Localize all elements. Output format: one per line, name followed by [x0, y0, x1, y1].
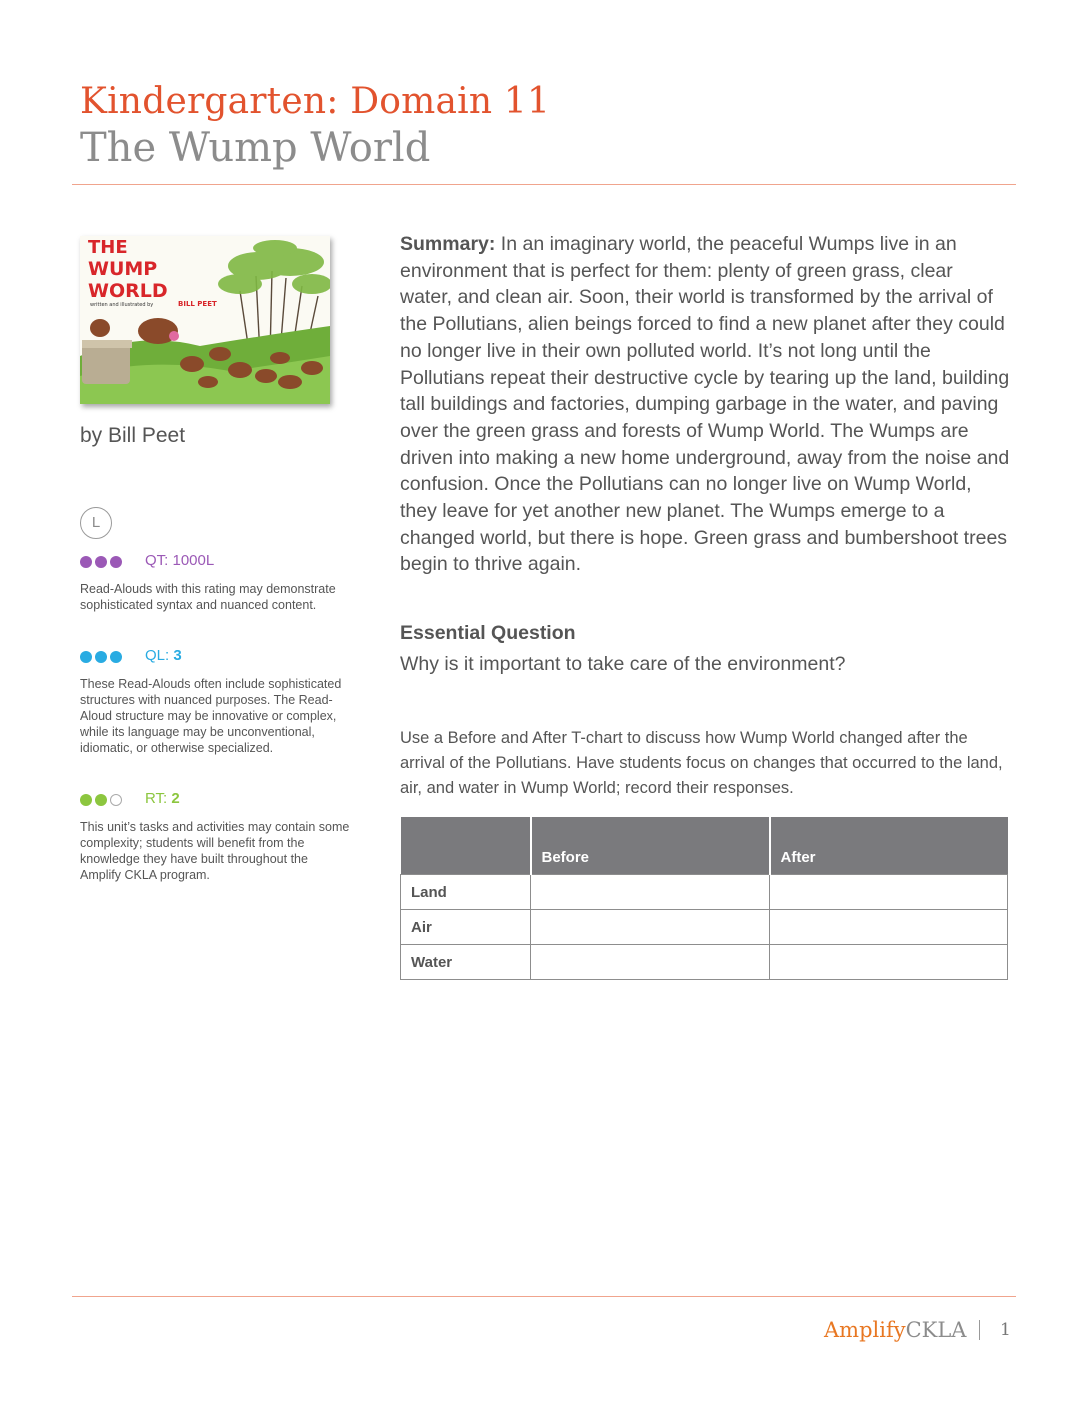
essential-question-text: Why is it important to take care of the environment?: [400, 653, 846, 675]
rating-dot: [110, 651, 122, 663]
table-header-blank: [401, 817, 531, 875]
ql-rating-label: QL:: [145, 647, 174, 664]
rt-rating-label: RT:: [145, 790, 172, 807]
cell-land-after: [770, 875, 1008, 910]
rating-dot: [95, 651, 107, 663]
table-header-before: Before: [531, 817, 770, 875]
rating-dot: [80, 651, 92, 663]
rating-dot: [95, 556, 107, 568]
footer-separator: [979, 1320, 980, 1340]
rating-dot: [80, 794, 92, 806]
activity-instructions: Use a Before and After T-chart to discuss how Wump World changed after the arrival of the Pollutians. Have students focus on changes that occurred to the land, air, and water in Wump World; record their responses.: [400, 729, 1003, 797]
cell-water-after: [770, 945, 1008, 980]
cover-credit: written and illustrated by: [90, 302, 154, 308]
row-label-water: Water: [401, 945, 531, 980]
table-row: [401, 910, 1008, 945]
ql-rating-dots: [80, 651, 122, 663]
table-row: [401, 945, 1008, 980]
rating-dot: [110, 556, 122, 568]
rating-dot: [95, 794, 107, 806]
rt-rating: [145, 790, 180, 807]
lexile-badge: L: [80, 507, 112, 539]
rating-dot-empty: [110, 794, 122, 806]
book-cover-illustration: [80, 236, 330, 404]
header-divider: [72, 184, 1016, 185]
essential-question-heading: Essential Question: [400, 622, 576, 644]
row-label-land: Land: [401, 875, 531, 910]
cover-title-line3: WORLD: [88, 280, 168, 302]
cell-water-before: [531, 945, 770, 980]
author-byline: by Bill Peet: [80, 424, 186, 447]
cell-land-before: [531, 875, 770, 910]
summary-paragraph: [400, 231, 1010, 578]
brand-ckla: CKLA: [905, 1318, 967, 1342]
cover-title-line1: THE: [88, 237, 128, 258]
page-title: The Wump World: [80, 125, 431, 171]
cover-author: BILL PEET: [178, 300, 217, 308]
rating-dot: [80, 556, 92, 568]
summary-text: In an imaginary world, the peaceful Wumps live in an environment that is perfect for them: plenty of green grass, clear water, and clean air. Soon, their world is transformed by the arrival of the Pollutians, alien beings forced to find a new planet after they could no longer live in their own polluted world. It’s not long until the Pollutians repeat their destructive cycle by tearing up the land, building tall buildings and factories, dumping garbage in the water, and paving over the green grass and forests of Wump World. The Wumps are driven into making a new home underground, away from the noise and confusion. Once the Pollutians can no longer live on Wump World, they leave for yet another new planet. The Wumps emerge to a changed world, but there is hope. Green grass and bumbershoot trees begin to thrive again.: [400, 233, 1010, 576]
row-label-air: Air: [401, 910, 531, 945]
qt-rating-dots: [80, 556, 122, 568]
amplify-ckla-logo: [824, 1318, 966, 1343]
ql-rating-value: 3: [173, 647, 182, 664]
before-after-t-chart: [400, 817, 1008, 980]
rt-rating-value: 2: [171, 790, 180, 807]
page-number: 1: [1000, 1320, 1011, 1340]
qt-rating-label: QT: 1000L: [145, 552, 215, 569]
table-header-after: After: [770, 817, 1008, 875]
ql-description: These Read-Alouds often include sophisticated structures with nuanced purposes. The Read-Aloud structure may be innovative or complex, while its language may be unconventional, idiomatic, or otherwise specialized.: [80, 677, 342, 755]
cell-air-after: [770, 910, 1008, 945]
brand-amplify: Amplify: [824, 1318, 906, 1342]
cell-air-before: [531, 910, 770, 945]
summary-label: Summary:: [400, 233, 496, 255]
table-row: [401, 875, 1008, 910]
cover-title-line2: WUMP: [88, 258, 158, 280]
domain-heading: Kindergarten: Domain 11: [80, 81, 551, 122]
qt-description: Read-Alouds with this rating may demonstrate sophisticated syntax and nuanced content.: [80, 582, 336, 612]
footer-divider: [72, 1296, 1016, 1297]
table-header-row: [401, 817, 1008, 875]
rt-rating-dots: [80, 794, 122, 806]
book-cover-image: [80, 236, 330, 404]
ql-rating: [145, 647, 182, 664]
rt-description: This unit’s tasks and activities may contain some complexity; students will benefit from the knowledge they have built throughout the Amplify CKLA program.: [80, 820, 350, 882]
